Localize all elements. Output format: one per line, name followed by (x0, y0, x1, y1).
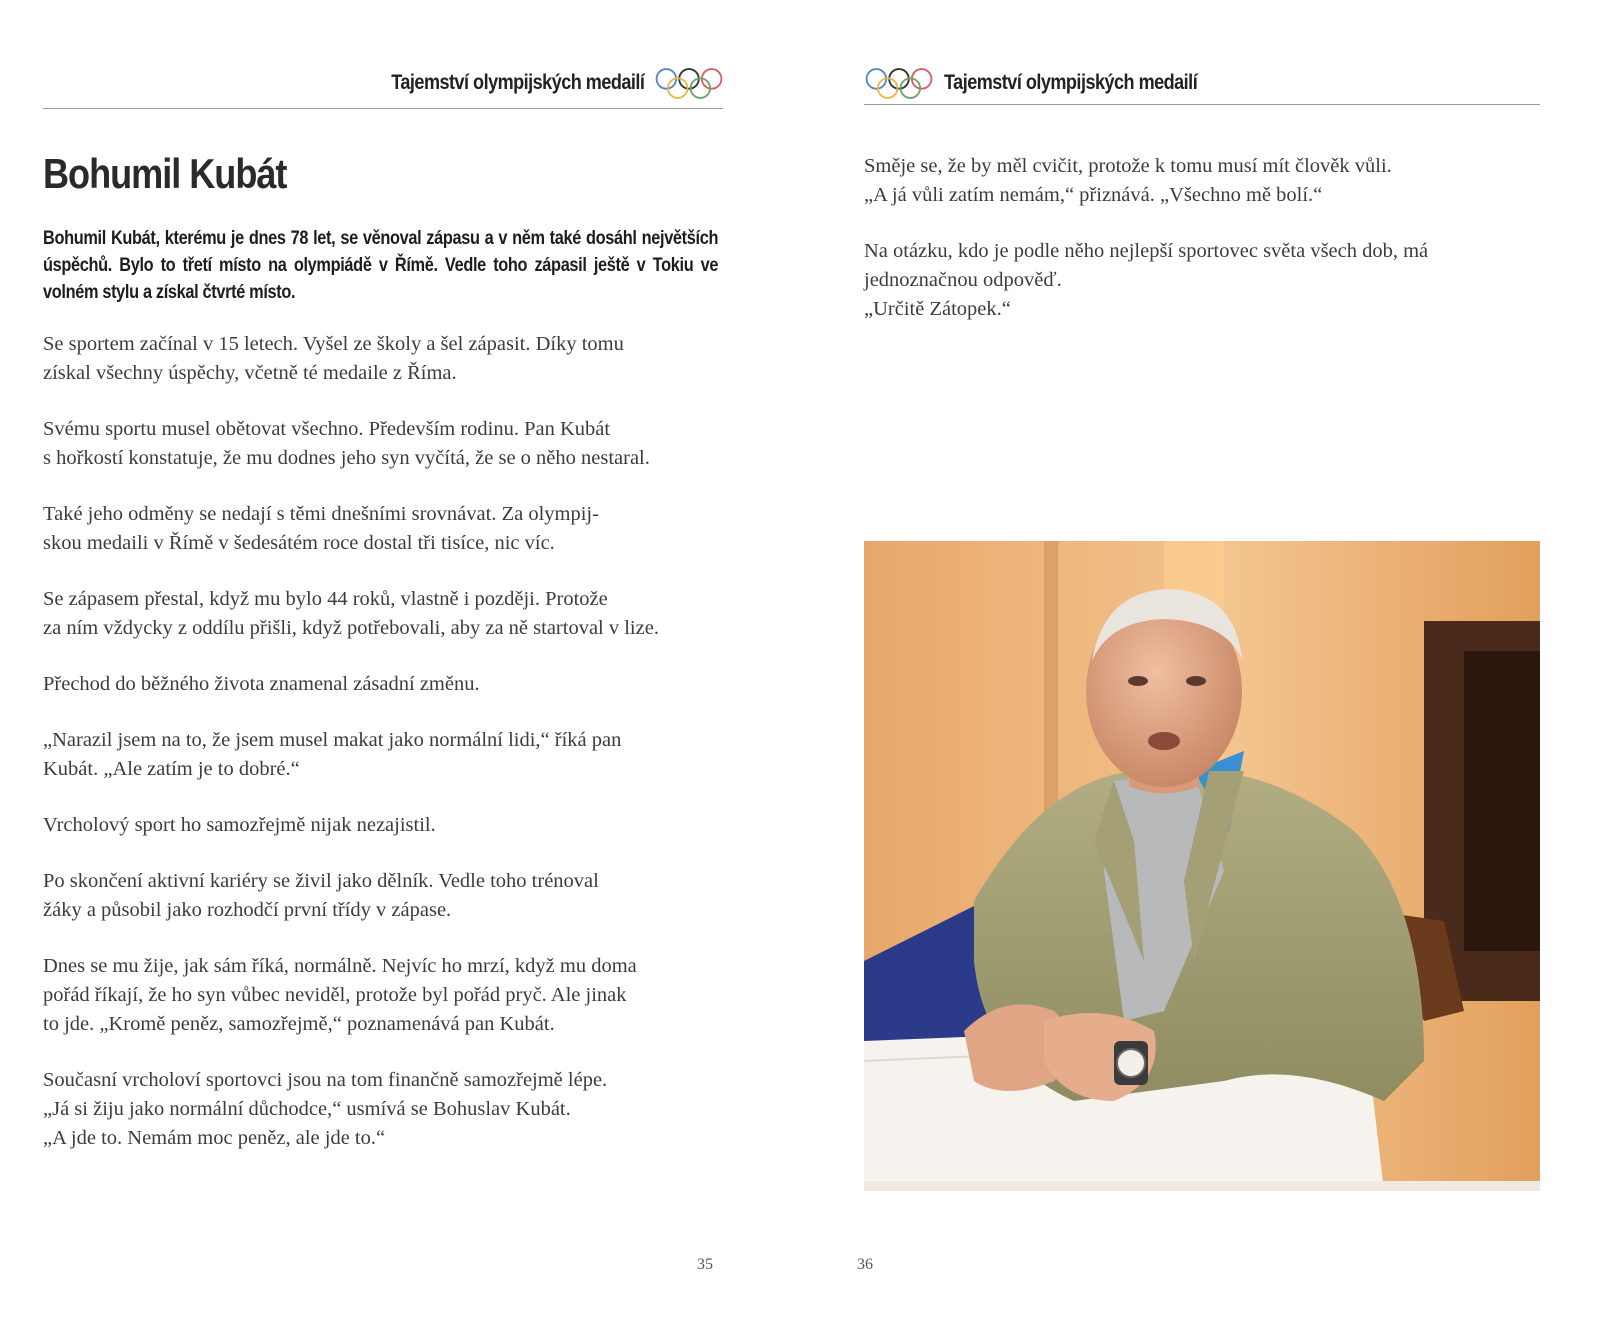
article-body (864, 152, 1540, 351)
paragraph: „Narazil jsem na to, že jsem musel makat jako normální lidi,“ říká pan Kubát. „Ale zatím je to dobré.“ (43, 729, 622, 780)
paragraph: Se sportem začínal v 15 letech. Vyšel ze školy a šel zápasit. Díky tomu získal všechny úspěchy, včetně té medaile z Říma. (43, 333, 624, 384)
article-title: Bohumil Kubát (43, 150, 287, 197)
olympic-rings-icon (654, 66, 724, 100)
paragraph: Na otázku, kdo je podle něho nejlepší sportovec světa všech dob, má jednoznačnou odpověď. „Určitě Zátopek.“ (864, 240, 1429, 320)
paragraph: Svému sportu musel obětovat všechno. Především rodinu. Pan Kubát s hořkostí konstatuje, že mu dodnes jeho syn vyčítá, že se o něho nestaral. (43, 418, 650, 469)
paragraph: Po skončení aktivní kariéry se živil jako dělník. Vedle toho trénoval žáky a působil jako rozhodčí první třídy v zápase. (43, 870, 599, 921)
header-rule (43, 108, 723, 109)
article-lead: Bohumil Kubát, kterému je dnes 78 let, se věnoval zápasu a v něm také dosáhl největších úspěchů. Bylo to třetí místo na olympiádě v Římě. Vedle toho zápasil ještě v Tokiu ve volném stylu a získal čtvrté místo. (43, 228, 719, 303)
header-title: Tajemství olympijských medailí (390, 71, 644, 94)
running-header (350, 66, 724, 100)
article-body (43, 330, 719, 1180)
paragraph: Přechod do běžného života znamenal zásadní změnu. (43, 673, 480, 695)
paragraph: Také jeho odměny se nedají s těmi dnešními srovnávat. Za olympij- skou medaili v Římě v šedesátém roce dostal tři tisíce, nic víc. (43, 503, 599, 554)
page-number: 35 (697, 1256, 713, 1273)
portrait-photo-illustration (864, 541, 1540, 1191)
right-page (800, 0, 1600, 1341)
header-rule (864, 104, 1540, 105)
paragraph: Dnes se mu žije, jak sám říká, normálně. Nejvíc ho mrzí, když mu doma pořád říkají, že ho syn vůbec neviděl, protože byl pořád pryč. Ale jinak to jde. „Kromě peněz, samozřejmě,“ poznamenává pan Kubát. (43, 955, 637, 1035)
paragraph: Současní vrcholoví sportovci jsou na tom finančně samozřejmě lépe. „Já si žiju jako normální důchodce,“ usmívá se Bohuslav Kubát. „A jde to. Nemám moc peněz, ale jde to.“ (43, 1069, 608, 1149)
portrait-photo (864, 541, 1540, 1191)
header-title: Tajemství olympijských medailí (944, 71, 1198, 94)
paragraph: Směje se, že by měl cvičit, protože k tomu musí mít člověk vůli. „A já vůli zatím nemám,“ přiznává. „Všechno mě bolí.“ (864, 155, 1392, 206)
olympic-rings-icon (864, 66, 934, 100)
paragraph: Se zápasem přestal, když mu bylo 44 roků, vlastně i později. Protože za ním vždycky z oddílu přišli, když potřebovali, aby za ně startoval v lize. (43, 588, 659, 639)
running-header (864, 66, 1238, 100)
page-number: 36 (857, 1256, 873, 1273)
paragraph: Vrcholový sport ho samozřejmě nijak nezajistil. (43, 814, 436, 836)
